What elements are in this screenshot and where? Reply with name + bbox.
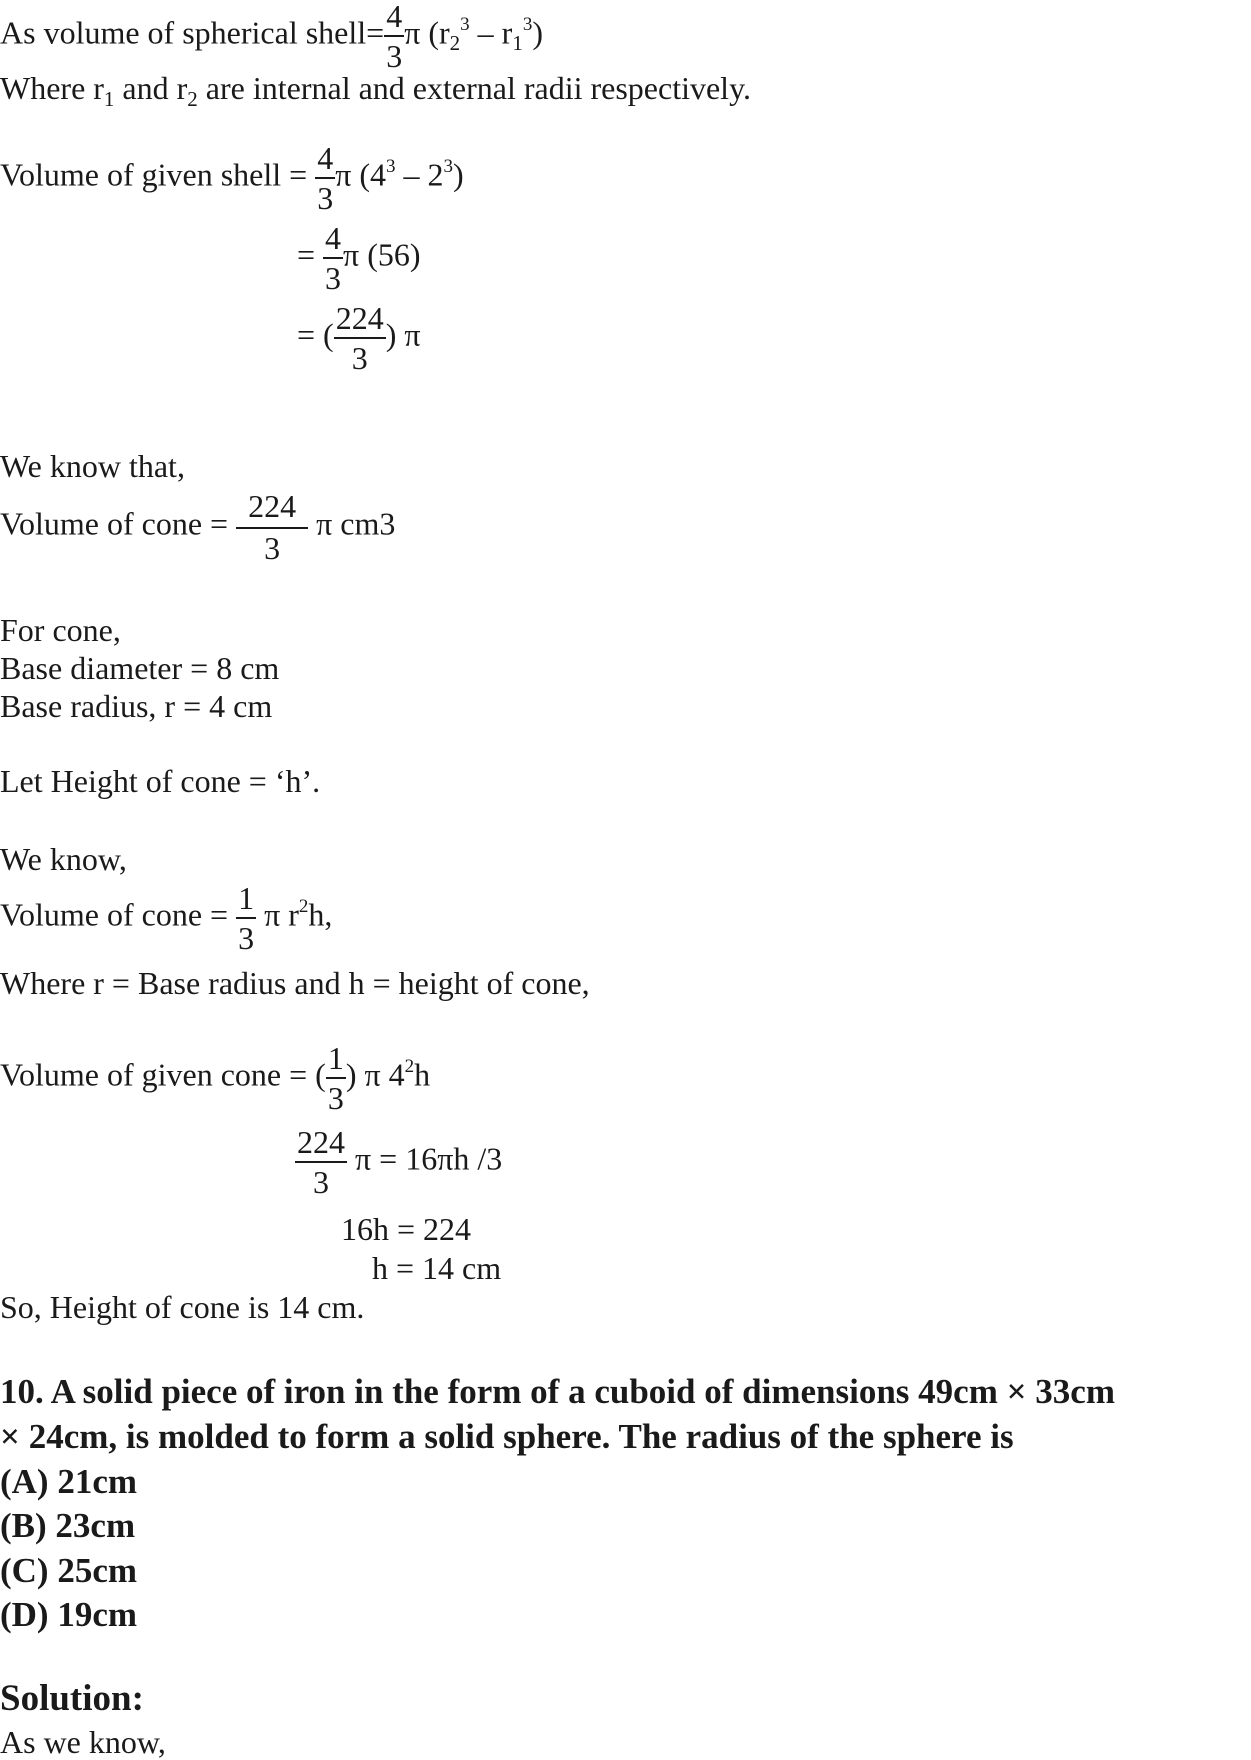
fraction xyxy=(236,882,256,954)
subscript: 2 xyxy=(187,87,198,111)
given-shell-volume xyxy=(0,142,464,214)
denominator: 3 xyxy=(317,180,334,216)
superscript: 3 xyxy=(522,14,533,36)
cone-volume-value xyxy=(0,490,395,564)
text: Volume of given cone = ( xyxy=(0,1056,326,1093)
option-d: (D) 19cm xyxy=(0,1595,138,1634)
numerator: 1 xyxy=(326,1042,346,1079)
conclusion: So, Height of cone is 14 cm. xyxy=(0,1289,365,1325)
text: π (56) xyxy=(343,236,421,273)
numerator: 4 xyxy=(384,0,404,37)
subscript: 2 xyxy=(449,31,461,56)
numerator: 1 xyxy=(236,882,256,919)
text: h, xyxy=(308,896,333,933)
denominator: 3 xyxy=(327,1080,344,1116)
text-line: We know, xyxy=(0,841,127,877)
text: π cm3 xyxy=(308,505,396,542)
text: ) xyxy=(532,14,543,51)
text: As volume of spherical shell= xyxy=(0,14,385,51)
text: ) xyxy=(453,156,464,193)
superscript: 3 xyxy=(460,14,470,36)
superscript: 3 xyxy=(386,156,396,178)
text: Where r xyxy=(0,70,104,106)
subscript: 1 xyxy=(512,31,523,56)
numerator: 224 xyxy=(295,1126,347,1163)
text: ) π xyxy=(385,316,421,353)
numerator: 4 xyxy=(323,222,343,259)
equation-step: h = 14 cm xyxy=(372,1250,502,1286)
equation-step xyxy=(295,1126,502,1198)
shell-volume-formula xyxy=(0,0,543,72)
superscript: 2 xyxy=(298,896,309,918)
text: = xyxy=(297,236,324,273)
fraction xyxy=(323,222,343,294)
text: π (4 xyxy=(335,156,387,193)
denominator: 3 xyxy=(351,340,368,376)
solution-heading: Solution: xyxy=(0,1678,144,1719)
denominator: 3 xyxy=(325,260,342,296)
text: Volume of cone = xyxy=(0,505,237,542)
text-line: Base radius, r = 4 cm xyxy=(0,688,273,724)
text: and r xyxy=(114,70,188,106)
option-c: (C) 25cm xyxy=(0,1551,138,1590)
numerator: 4 xyxy=(315,142,335,179)
given-cone-volume xyxy=(0,1042,430,1114)
text: π = 16πh /3 xyxy=(347,1140,503,1177)
text-line: As we know, xyxy=(0,1724,166,1760)
text: π r xyxy=(256,896,299,933)
denominator: 3 xyxy=(313,1164,329,1200)
fraction xyxy=(315,142,335,214)
numerator: 224 xyxy=(334,302,386,339)
numerator: 224 xyxy=(236,490,308,529)
text-line: Base diameter = 8 cm xyxy=(0,650,280,686)
question-10-line-1: 10. A solid piece of iron in the form of a cuboid of dimensions 49cm × 33cm xyxy=(0,1372,1115,1411)
text-line: We know that, xyxy=(0,448,185,484)
text-line: Let Height of cone = ‘h’. xyxy=(0,763,321,799)
superscript: 3 xyxy=(443,156,454,178)
text: h xyxy=(414,1056,431,1093)
superscript: 2 xyxy=(404,1056,415,1078)
denominator: 3 xyxy=(264,530,281,566)
text: π (r xyxy=(404,14,450,51)
step-224-over-3 xyxy=(297,302,421,374)
text: – 2 xyxy=(395,156,444,193)
option-b: (B) 23cm xyxy=(0,1506,136,1545)
radii-definition xyxy=(0,70,751,111)
text: = ( xyxy=(297,316,334,353)
cone-volume-formula xyxy=(0,882,332,954)
fraction xyxy=(236,490,308,564)
text: Volume of cone = xyxy=(0,896,237,933)
text: – r xyxy=(469,14,513,51)
text-line: For cone, xyxy=(0,612,121,648)
question-10-line-2: × 24cm, is molded to form a solid sphere. The radius of the sphere is xyxy=(0,1417,1014,1456)
text: ) π 4 xyxy=(345,1056,405,1093)
fraction xyxy=(326,1042,346,1114)
text-line: Where r = Base radius and h = height of cone, xyxy=(0,965,590,1001)
option-a: (A) 21cm xyxy=(0,1462,138,1501)
equation-step: 16h = 224 xyxy=(341,1211,472,1247)
denominator: 3 xyxy=(386,38,403,74)
text: Volume of given shell = xyxy=(0,156,316,193)
step-56 xyxy=(297,222,421,294)
fraction xyxy=(384,0,404,72)
denominator: 3 xyxy=(238,920,255,956)
text: are internal and external radii respectively. xyxy=(197,70,751,106)
fraction xyxy=(334,302,386,374)
fraction xyxy=(295,1126,347,1198)
subscript: 1 xyxy=(103,87,115,111)
